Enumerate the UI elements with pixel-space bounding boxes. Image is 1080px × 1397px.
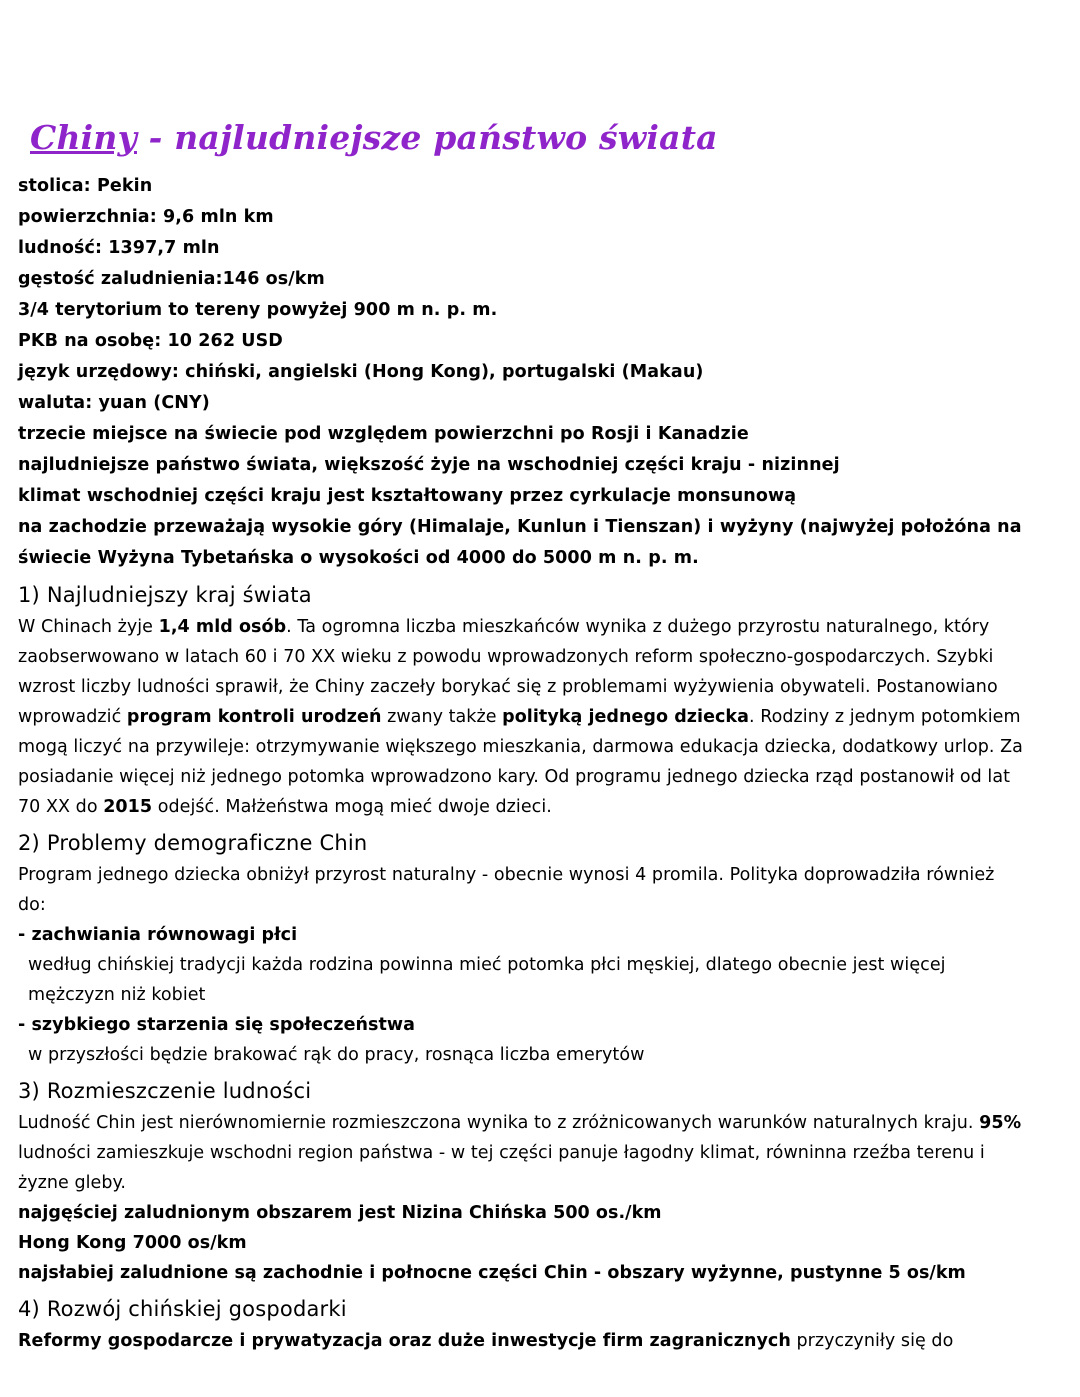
section-heading: 1) Najludniejszy kraj świata xyxy=(18,583,312,607)
section-paragraph xyxy=(18,920,1024,950)
page-title-rest: - najludniejsze państwo świata xyxy=(136,118,718,157)
emphasized-text: 95% xyxy=(979,1113,1022,1133)
fact-line: najludniejsze państwo świata, większość żyje na wschodniej części kraju - nizinnej xyxy=(18,455,840,475)
emphasized-text: - zachwiania równowagi płci xyxy=(18,925,298,945)
section-heading: 3) Rozmieszczenie ludności xyxy=(18,1079,312,1103)
document-section xyxy=(18,1076,1024,1288)
emphasized-text: najsłabiej zaludnione są zachodnie i połnocne części Chin - obszary wyżynne, pustynne 5 os/km xyxy=(18,1263,966,1283)
section-paragraph xyxy=(18,950,1024,1010)
emphasized-text: 2015 xyxy=(103,797,153,817)
section-paragraph xyxy=(18,1198,1024,1228)
body-text: ludności zamieszkuje wschodni region państwa - w tej części panuje łagodny klimat, równinna rzeźba terenu i żyzne gleby. xyxy=(18,1143,985,1193)
emphasized-text: polityką jednego dziecka xyxy=(502,707,749,727)
emphasized-text: najgęściej zaludnionym obszarem jest Nizina Chińska 500 os./km xyxy=(18,1203,662,1223)
body-text: W Chinach żyje xyxy=(18,617,159,637)
fact-line: gęstość zaludnienia:146 os/km xyxy=(18,269,325,289)
body-text: Program jednego dziecka obniżył przyrost naturalny - obecnie wynosi 4 promila. Polityka doprowadziła również do: xyxy=(18,865,995,915)
emphasized-text: 1,4 mld osób xyxy=(158,617,287,637)
body-text: . Rodziny z jednym potomkiem mogą liczyć na przywileje: otrzymywanie większego mieszkania, darmowa edukacja dziecka, dodatkowy urlop. Za posiadanie więcej niż jednego potomka wprowadzono kary. Od programu jednego dziecka rząd postanowił od lat 70 XX do xyxy=(18,707,1023,817)
body-text: Ludność Chin jest nierównomiernie rozmieszczona wynika to z zróżnicowanych warunków naturalnych kraju. xyxy=(18,1113,980,1133)
section-paragraph xyxy=(18,1010,1024,1040)
facts-list xyxy=(18,171,1024,574)
section-paragraph xyxy=(18,612,1024,822)
document-section xyxy=(18,828,1024,1070)
fact-line: język urzędowy: chiński, angielski (Hong Kong), portugalski (Makau) xyxy=(18,362,704,382)
body-text: przyczyniły się do xyxy=(790,1331,954,1351)
fact-line: na zachodzie przeważają wysokie góry (Himalaje, Kunlun i Tienszan) i wyżyny (najwyżej położóna na xyxy=(18,517,1022,537)
body-text: . Ta ogromna liczba mieszkańców wynika z dużego przyrostu naturalnego, który zaobserwowano w latach 60 i 70 XX wieku z powodu wprowadzonych reform społeczno-gospodarczych. Szybki wzrost liczby ludności sprawił, że Chiny zaczeły borykać się z problemami wyżywienia obywateli. Postanowiano wprowadzić xyxy=(18,617,998,727)
emphasized-text: - szybkiego starzenia się społeczeństwa xyxy=(18,1015,415,1035)
section-heading: 4) Rozwój chińskiej gospodarki xyxy=(18,1297,347,1321)
body-text: według chińskiej tradycji każda rodzina powinna mieć potomka płci męskiej, dlatego obecnie jest więcej mężczyzn niż kobiet xyxy=(28,955,946,1005)
emphasized-text: Reformy gospodarcze i prywatyzacja oraz duże inwestycje firm zagranicznych xyxy=(18,1331,791,1351)
fact-line: PKB na osobę: 10 262 USD xyxy=(18,331,283,351)
section-paragraph xyxy=(18,1326,1024,1356)
fact-line: stolica: Pekin xyxy=(18,176,153,196)
section-paragraph xyxy=(18,1228,1024,1258)
fact-line: 3/4 terytorium to tereny powyżej 900 m n. p. m. xyxy=(18,300,498,320)
fact-line: waluta: yuan (CNY) xyxy=(18,393,210,413)
emphasized-text: program kontroli urodzeń xyxy=(126,707,382,727)
sections-container xyxy=(18,580,1024,1356)
document-section xyxy=(18,580,1024,822)
body-text: w przyszłości będzie brakować rąk do pracy, rosnąca liczba emerytów xyxy=(28,1045,645,1065)
document-section xyxy=(18,1294,1024,1356)
section-heading: 2) Problemy demograficzne Chin xyxy=(18,831,368,855)
section-paragraph xyxy=(18,1258,1024,1288)
fact-line: świecie Wyżyna Tybetańska o wysokości od 4000 do 5000 m n. p. m. xyxy=(18,548,699,568)
emphasized-text: Hong Kong 7000 os/km xyxy=(18,1233,247,1253)
section-paragraph xyxy=(18,860,1024,920)
fact-line: powierzchnia: 9,6 mln km xyxy=(18,207,274,227)
fact-line: ludność: 1397,7 mln xyxy=(18,238,220,258)
page-title-keyword: Chiny xyxy=(30,118,137,157)
section-paragraph xyxy=(18,1108,1024,1198)
body-text: zwany także xyxy=(381,707,503,727)
page-title xyxy=(30,118,1024,157)
fact-line: klimat wschodniej części kraju jest kształtowany przez cyrkulacje monsunową xyxy=(18,486,797,506)
section-paragraph xyxy=(18,1040,1024,1070)
fact-line: trzecie miejsce na świecie pod względem powierzchni po Rosji i Kanadzie xyxy=(18,424,749,444)
body-text: odejść. Małżeństwa mogą mieć dwoje dzieci. xyxy=(152,797,552,817)
